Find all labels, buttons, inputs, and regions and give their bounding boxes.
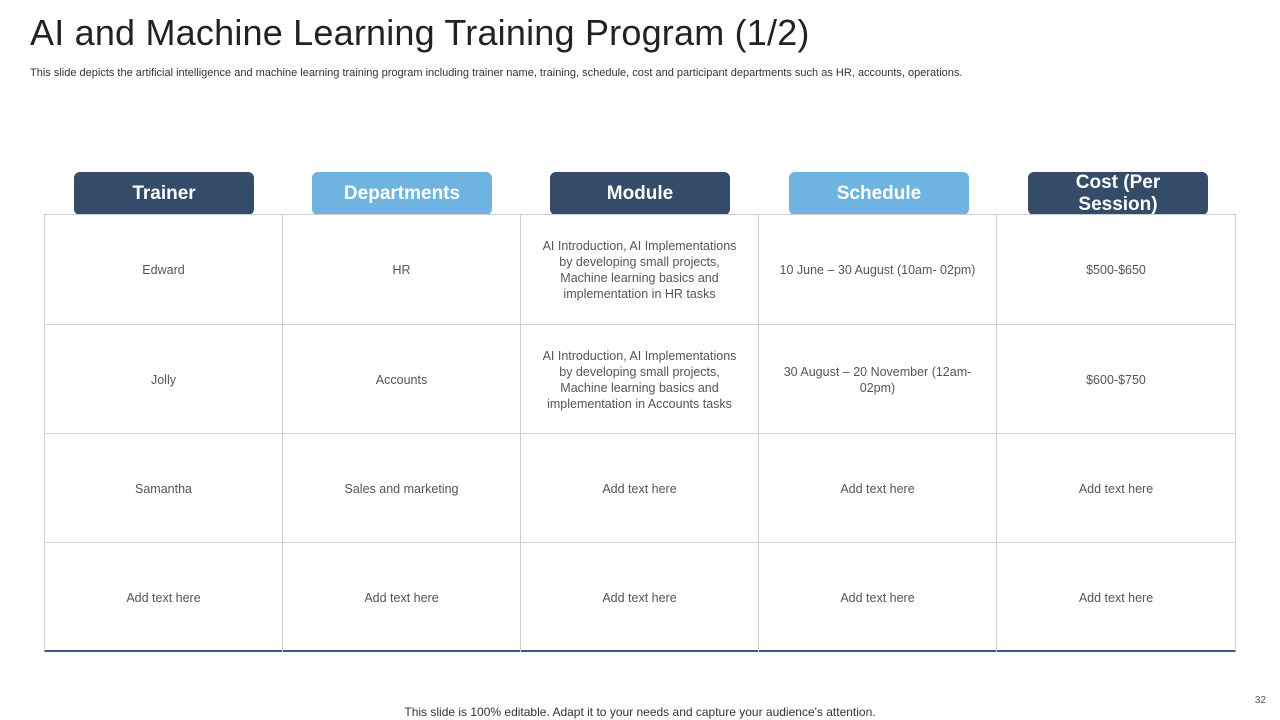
- header-departments: Departments: [312, 172, 492, 215]
- header-cost: Cost (Per Session): [1028, 172, 1208, 215]
- cell-department: Add text here: [283, 543, 521, 652]
- cell-trainer: Add text here: [45, 543, 283, 652]
- cell-schedule: 30 August – 20 November (12am-02pm): [759, 325, 997, 434]
- cell-module: Add text here: [521, 434, 759, 543]
- table-header-row: [44, 172, 1236, 215]
- cell-cost: $500-$650: [1086, 262, 1146, 277]
- slide-subtitle: This slide depicts the artificial intelligence and machine learning training program including trainer name, training, schedule, cost and participant departments such as HR, accounts, operations.: [30, 67, 963, 79]
- cell-schedule: Add text here: [759, 543, 997, 652]
- table-row: [45, 543, 1235, 652]
- header-trainer: Trainer: [74, 172, 254, 215]
- table-row: [45, 325, 1235, 434]
- cell-department: Sales and marketing: [283, 434, 521, 543]
- page-number: 32: [1254, 695, 1266, 706]
- cell-module: Add text here: [521, 543, 759, 652]
- table-row: [45, 215, 1235, 324]
- cell-trainer: Jolly: [45, 325, 283, 434]
- cell-department: Accounts: [283, 325, 521, 434]
- slide-footer: This slide is 100% editable. Adapt it to your needs and capture your audience's attention.: [404, 705, 876, 719]
- cell-schedule: Add text here: [759, 434, 997, 543]
- cell-trainer: Edward: [45, 215, 283, 324]
- cell-module: AI Introduction, AI Implementations by developing small projects, Machine learning basics and implementation in HR tasks: [521, 215, 759, 324]
- table-row: [45, 434, 1235, 543]
- cell-trainer: Samantha: [45, 434, 283, 543]
- training-program-table: [44, 172, 1236, 652]
- cell-schedule: 10 June – 30 August (10am- 02pm): [759, 215, 997, 324]
- cell-cost: $600-$750: [1086, 372, 1146, 387]
- cell-cost: Add text here: [1078, 590, 1154, 605]
- cell-module: AI Introduction, AI Implementations by developing small projects, Machine learning basics and implementation in Accounts tasks: [521, 325, 759, 434]
- table-body: [44, 214, 1236, 652]
- cell-department: HR: [283, 215, 521, 324]
- header-module: Module: [550, 172, 730, 215]
- cell-cost: Add text here: [1078, 481, 1154, 496]
- slide-title: AI and Machine Learning Training Program (1/2): [30, 12, 810, 53]
- header-schedule: Schedule: [789, 172, 969, 215]
